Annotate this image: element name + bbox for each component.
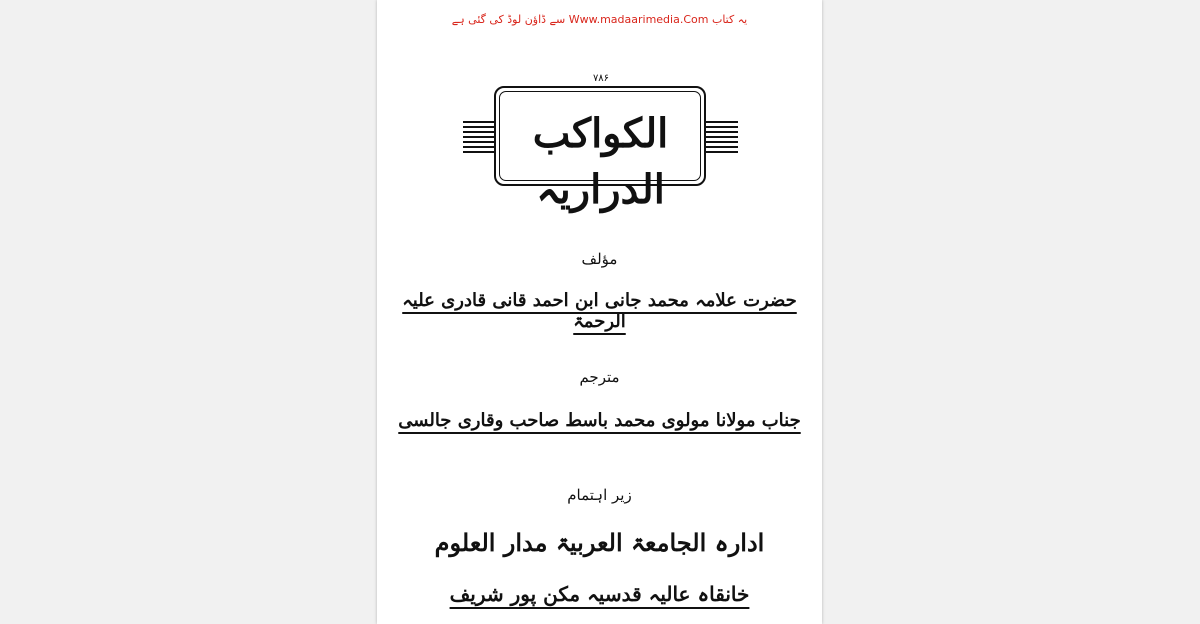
translator-name: جناب مولانا مولوی محمد باسط صاحب وقاری جالسی	[398, 410, 801, 431]
download-source-notice: یہ کتاب Www.madaarimedia.Com سے ڈاؤن لوڈ کی گئی ہے	[451, 13, 748, 26]
author-name: حضرت علامہ محمد جانی ابن احمد قانی قادری علیہ الرحمۃ	[402, 290, 797, 332]
page-number: ۷۸۶	[592, 73, 610, 84]
translator-label: مترجم	[579, 368, 620, 386]
author-label: مؤلف	[581, 250, 618, 268]
publisher-name: ادارہ الجامعۃ العربیۃ مدار العلوم	[434, 528, 765, 557]
publisher-location: خانقاہ عالیہ قدسیہ مکن پور شریف	[449, 582, 750, 606]
document-page	[377, 0, 822, 624]
publisher-label: زیر اہتمام	[567, 486, 632, 504]
book-title: الکواکب الدراریہ	[532, 110, 669, 213]
title-frame	[463, 86, 738, 213]
